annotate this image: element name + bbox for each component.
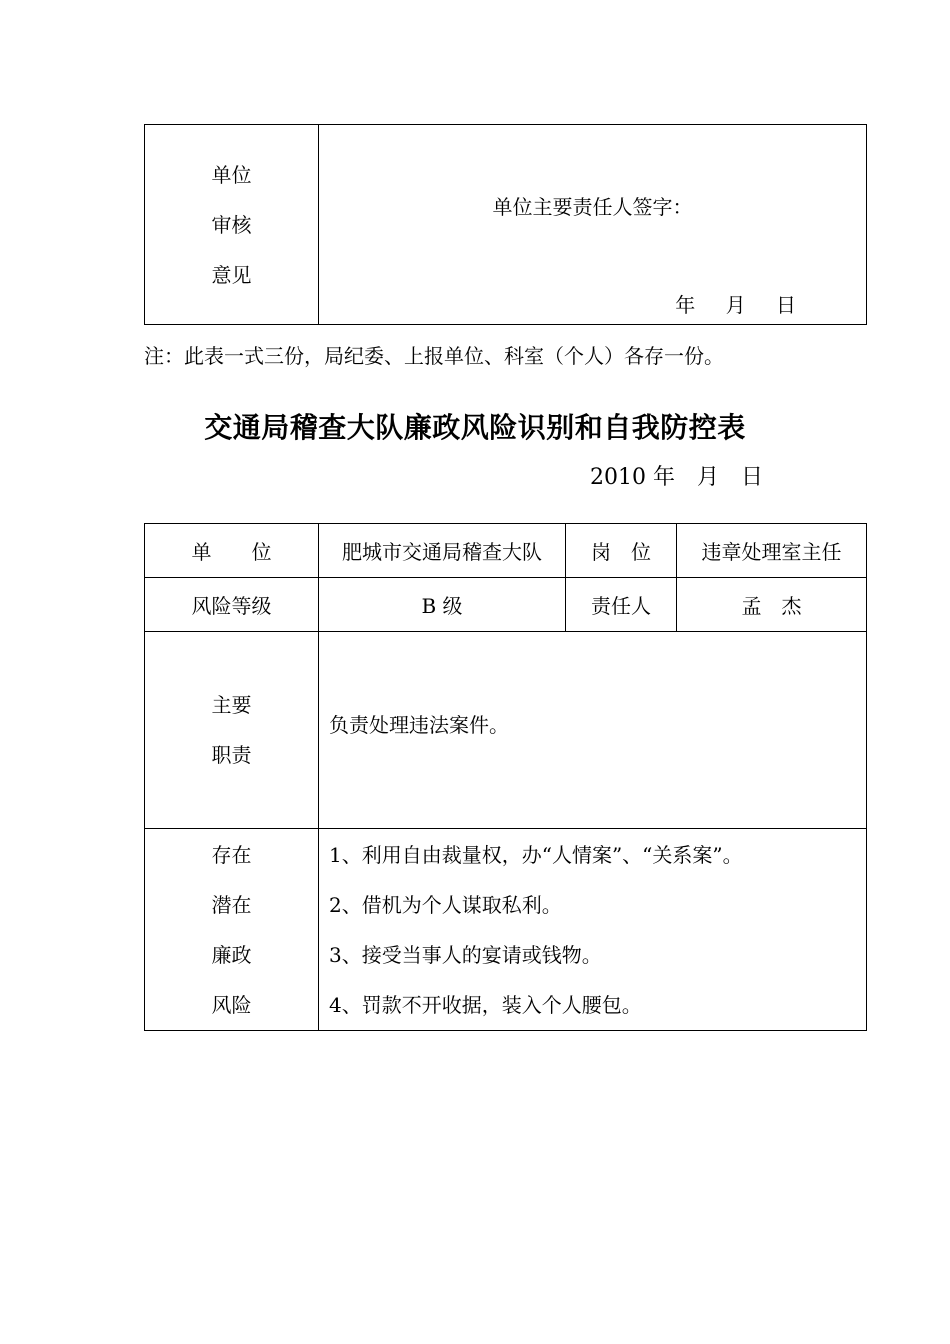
responsible-value: 孟 杰 [677, 578, 867, 632]
post-value: 违章处理室主任 [677, 524, 867, 578]
risk-item: 3、接受当事人的宴请或钱物。 [329, 943, 602, 967]
duty-label-line: 主要 [211, 693, 252, 717]
risk-level-value: B 级 [319, 578, 566, 632]
review-content-cell [319, 125, 867, 325]
risk-label-line: 潜在 [211, 892, 252, 917]
document-date: 2010 年 月 日 [590, 465, 763, 490]
responsible-label: 责任人 [566, 578, 677, 632]
duty-label-line: 职责 [211, 743, 252, 767]
risk-label-line: 存在 [211, 842, 252, 867]
review-table [144, 124, 867, 325]
unit-value: 肥城市交通局稽查大队 [319, 524, 566, 578]
table-row [145, 632, 867, 829]
risk-list-cell [319, 829, 867, 1031]
risk-item: 1、利用自由裁量权，办“人情案”、“关系案”。 [329, 843, 743, 867]
review-label-cell [145, 125, 319, 325]
risk-item: 4、罚款不开收据，装入个人腰包。 [329, 993, 642, 1017]
table-row [145, 578, 867, 632]
review-label-line: 意见 [211, 262, 252, 287]
risk-label-line: 廉政 [211, 942, 252, 967]
post-label: 岗 位 [566, 524, 677, 578]
review-label-line: 审核 [211, 212, 252, 237]
risk-item: 2、借机为个人谋取私利。 [329, 893, 562, 917]
risk-label-cell [145, 829, 319, 1031]
risk-label-line: 风险 [211, 992, 252, 1017]
duty-value: 负责处理违法案件。 [319, 632, 867, 829]
table-row [145, 829, 867, 1031]
table-row [145, 524, 867, 578]
document-title: 交通局稽查大队廉政风险识别和自我防控表 [204, 411, 746, 444]
unit-label: 单 位 [145, 524, 319, 578]
table-note: 注：此表一式三份，局纪委、上报单位、科室（个人）各存一份。 [144, 344, 724, 368]
duty-label-cell [145, 632, 319, 829]
risk-level-label: 风险等级 [145, 578, 319, 632]
risk-table [144, 523, 867, 1031]
signature-label: 单位主要责任人签字： [492, 195, 693, 219]
review-date-line: 年 月 日 [675, 293, 796, 317]
review-label-line: 单位 [211, 162, 252, 187]
